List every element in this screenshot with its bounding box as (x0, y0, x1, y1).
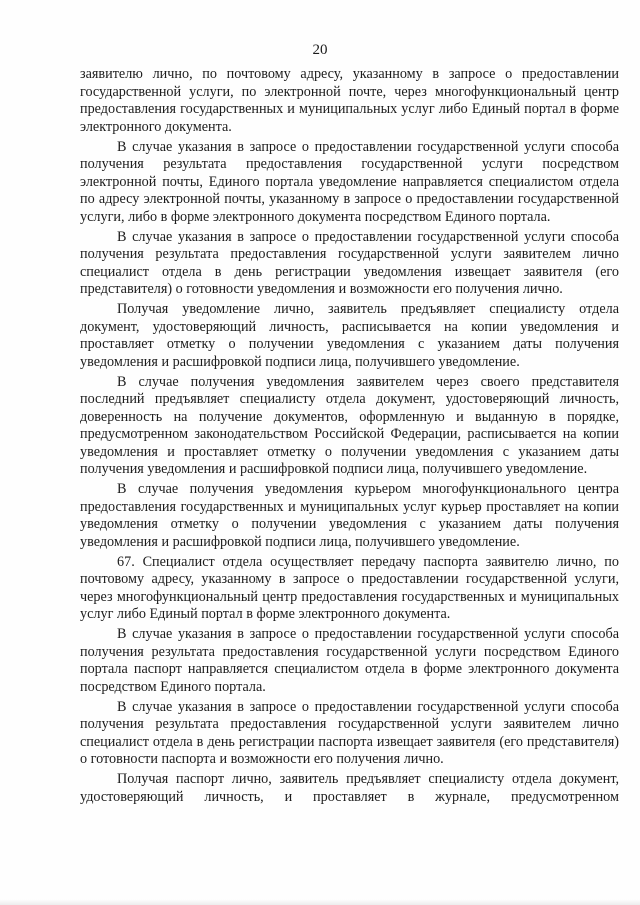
paragraph: В случае указания в запросе о предоставлении государственной услуги способа получения результата предоставления государственной услуги посредством электронной почты, Единого портала уведомление направляется специалистом отдела по адресу электронной почты, указанному в запросе о предоставлении государственной услуги, либо в форме электронного документа посредством Единого портала. (80, 138, 619, 225)
paragraph: В случае указания в запросе о предоставлении государственной услуги способа получения результата предоставления государственной услуги заявителем лично специалист отдела в день регистрации уведомления извещает заявителя (его представителя) о готовности уведомления и возможности его получения лично. (80, 228, 619, 297)
paragraph-truncated: Получая паспорт лично, заявитель предъявляет специалисту отдела документ, удостоверяющий личность, и проставляет в журнале, предусмотренном (80, 771, 619, 805)
paragraph-clause-67: 67. Специалист отдела осуществляет передачу паспорта заявителю лично, по почтовому адресу, указанному в запросе о предоставлении государственной услуги, через многофункциональный центр предоставления государственных и муниципальных услуг либо Единый портал в форме электронного документа. (80, 553, 619, 622)
page-number: 20 (312, 42, 328, 58)
document-body (80, 66, 619, 809)
paragraph: В случае получения уведомления заявителем через своего представителя последний предъявляет специалисту отдела документ, удостоверяющий личность, доверенность на получение документов, оформленную и выданную в порядке, предусмотренном законодательством Российской Федерации, расписывается на копии уведомления и проставляет отметку о получении уведомления с указанием даты получения уведомления и расшифровкой подписи лица, получившего уведомление. (80, 373, 619, 477)
paragraph: Получая уведомление лично, заявитель предъявляет специалисту отдела документ, удостоверяющий личность, расписывается на копии уведомления и проставляет отметку о получении уведомления с указанием даты получения уведомления и расшифровкой подписи лица, получившего уведомление. (80, 301, 619, 370)
paragraph: В случае получения уведомления курьером многофункционального центра предоставления государственных и муниципальных услуг курьер проставляет на копии уведомления отметку о получении уведомления с указанием даты получения уведомления и расшифровкой подписи лица, получившего уведомление. (80, 481, 619, 550)
scan-edge-shadow (0, 899, 640, 905)
paragraph-continuation: заявителю лично, по почтовому адресу, указанному в запросе о предоставлении государственной услуги, по электронной почте, через многофункциональный центр предоставления государственных и муниципальных услуг либо Единый портал в форме электронного документа. (80, 66, 619, 135)
paragraph: В случае указания в запросе о предоставлении государственной услуги способа получения результата предоставления государственной услуги посредством Единого портала паспорт направляется специалистом отдела в форме электронного документа посредством Единого портала. (80, 626, 619, 695)
paragraph: В случае указания в запросе о предоставлении государственной услуги способа получения результата предоставления государственной услуги заявителем лично специалист отдела в день регистрации паспорта извещает заявителя (его представителя) о готовности паспорта и возможности его получения лично. (80, 698, 619, 767)
